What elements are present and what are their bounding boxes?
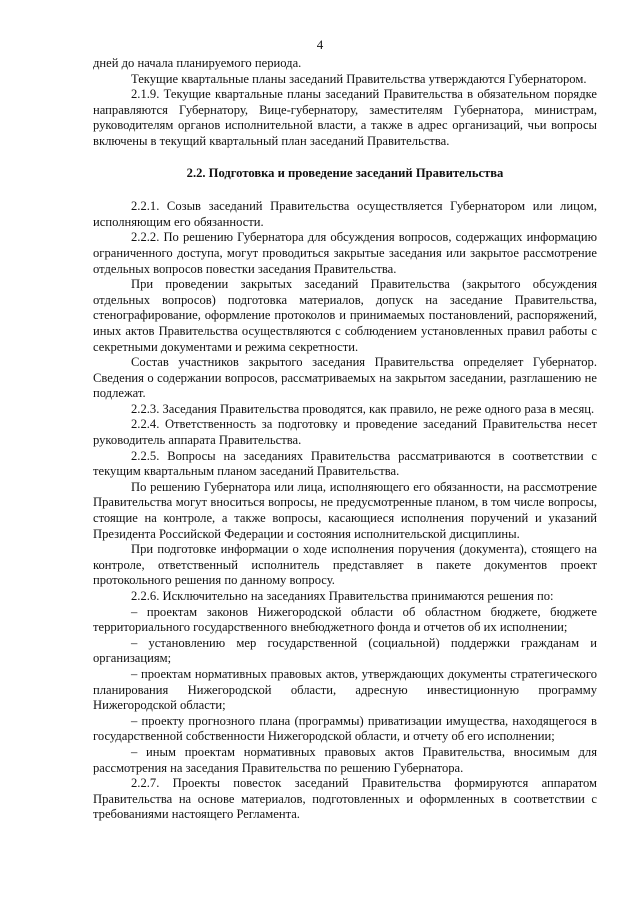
list-item-state-support: – установлению мер государственной (социальной) поддержки гражданам и организациям; [93, 635, 597, 666]
paragraph-closed-session-participants: Состав участников закрытого заседания Правительства определяет Губернатор. Сведения о содержании вопросов, рассматриваемых на закрытом заседании, разглашению не подлежат. [93, 355, 597, 401]
list-item-strategic-planning: – проектам нормативных правовых актов, утверждающих документы стратегического планирования Нижегородской области, адресную инвестиционную программу Нижегородской области; [93, 666, 597, 713]
paragraph-2-2-2: 2.2.2. По решению Губернатора для обсуждения вопросов, содержащих информацию ограниченного доступа, могут проводиться закрытые заседания или закрытое рассмотрение отдельных вопросов повестки заседания Правительства. [93, 230, 597, 276]
paragraph-2-2-3: 2.2.3. Заседания Правительства проводятся, как правило, не реже одного раза в месяц. [131, 401, 595, 416]
paragraph-control-information: При подготовке информации о ходе исполнения поручения (документа), стоящего на контроле, ответственный исполнитель представляет в пакете документов проект протокольного решения по данному вопросу. [93, 542, 597, 588]
paragraph-2-2-1: 2.2.1. Созыв заседаний Правительства осуществляется Губернатором или лицом, исполняющим его обязанности. [93, 199, 597, 229]
paragraph-2-1-9: 2.1.9. Текущие квартальные планы заседаний Правительства в обязательном порядке направляются Губернатору, Вице-губернатору, заместителям Губернатора, министрам, руководителям органов исполнительной власти, а также в адрес организаций, чьи вопросы включены в текущий квартальный план заседаний Правительства. [93, 87, 597, 148]
paragraph-2-2-4: 2.2.4. Ответственность за подготовку и проведение заседаний Правительства несет руководитель аппарата Правительства. [93, 417, 597, 448]
paragraph-continuation: дней до начала планируемого периода. [93, 56, 302, 70]
list-item-privatization-plan: – проекту прогнозного плана (программы) приватизации имущества, находящегося в государственной собственности Нижегородской области, и отчету об его исполнении; [93, 713, 597, 744]
list-item-budget-laws: – проектам законов Нижегородской области об областном бюджете, бюджете территориального государственного внебюджетного фонда и отчетов об их исполнении; [93, 604, 597, 635]
section-heading: 2.2. Подготовка и проведение заседаний Правительства [186, 165, 504, 180]
paragraph-2-2-5: 2.2.5. Вопросы на заседаниях Правительства рассматриваются в соответствии с текущим квартальным планом заседаний Правительства. [93, 448, 597, 479]
page-number: 4 [316, 37, 324, 52]
list-item-other-acts: – иным проектам нормативных правовых актов Правительства, вносимым для рассмотрения на заседания Правительства по решению Губернатора. [93, 744, 597, 775]
paragraph-2-2-6: 2.2.6. Исключительно на заседаниях Правительства принимаются решения по: [131, 589, 554, 603]
paragraph-quarterly-plans-approval: Текущие квартальные планы заседаний Правительства утверждаются Губернатором. [131, 71, 587, 86]
document-body [93, 56, 597, 823]
paragraph-closed-sessions: При проведении закрытых заседаний Правительства (закрытого обсуждения отдельных вопросов) подготовка материалов, допуск на заседание Правительства, стенографирование, оформление протоколов и принимаемых постановлений, распоряжений, иных актов Правительства осуществляются с соблюдением установленных правил работы с секретными документами и режима секретности. [93, 277, 597, 354]
paragraph-2-2-7: 2.2.7. Проекты повесток заседаний Правительства формируются аппаратом Правительства на основе материалов, подготовленных и оформленных в соответствии с требованиями настоящего Регламента. [93, 776, 597, 822]
paragraph-unplanned-questions: По решению Губернатора или лица, исполняющего его обязанности, на рассмотрение Правительства могут вноситься вопросы, не предусмотренные планом, в том числе вопросы, стоящие на контроле, а также вопросы, касающиеся исполнения поручений и указаний Президента Российской Федерации и состояния исполнительской дисциплины. [93, 479, 597, 541]
